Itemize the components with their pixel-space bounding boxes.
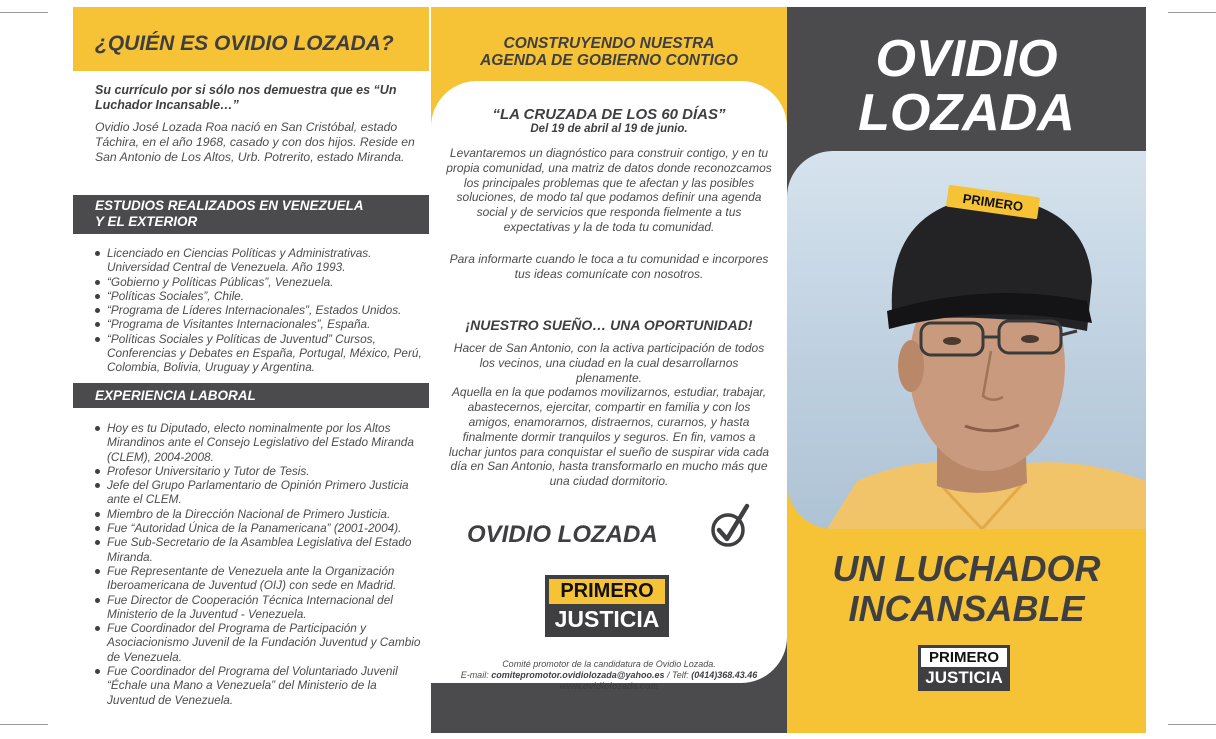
list-item: “Políticas Sociales y Políticas de Juventud” Cursos, Conferencias y Debates en España, Portugal, México, Perú, Colombia, Bolivia, Uruguay y Argentina. — [93, 332, 423, 375]
slogan-line: UN LUCHADOR — [832, 548, 1101, 589]
footer-contact — [445, 670, 773, 680]
list-item: Fue Coordinador del Programa de Participación y Asociacionismo Juvenil de la Fundación Juventud y Cambio de Venezuela. — [93, 621, 423, 664]
cover-title — [787, 32, 1146, 140]
primero-justicia-logo — [545, 575, 669, 637]
list-item: Jefe del Grupo Parlamentario de Opinión Primero Justicia ante el CLEM. — [93, 478, 423, 507]
cover-panel — [787, 7, 1146, 733]
crop-mark — [1168, 724, 1216, 725]
contact-invitation: Para informarte cuando le toca a tu comunidad e incorpores tus ideas comunícate con nosotros. — [449, 252, 769, 281]
studies-heading — [73, 195, 429, 234]
list-item: Fue Coordinador del Programa del Voluntariado Juvenil “Échale una Mano a Venezuela” del Ministerio de la Juventud de Venezuela. — [93, 664, 423, 707]
logo-bottom-text: JUSTICIA — [554, 606, 660, 632]
logo-top-text: PRIMERO — [549, 579, 665, 604]
dream-text — [445, 341, 773, 489]
intro-text: Ovidio José Lozada Roa nació en San Cristóbal, estado Táchira, en el año 1968, casado y con dos hijos. Reside en San Antonio de Los Altos, Urb. Potrerito, estado Miranda. — [95, 120, 415, 164]
email-label: E-mail: — [460, 670, 489, 680]
list-item: Fue “Autoridad Única de la Panamericana” (2001-2004). — [93, 521, 423, 535]
signature-name: OVIDIO LOZADA — [467, 521, 658, 548]
crop-mark — [0, 12, 48, 13]
logo-bottom-text: JUSTICIA — [925, 668, 1003, 687]
biography-header — [73, 7, 429, 71]
dream-paragraph: Aquella en la que podamos movilizarnos, estudiar, trabajar, abastecernos, ejercitar, compartir en familia y con los amigos, enamorarnos, distraernos, curarnos, y hasta finalmente dormir tranquilos y seguros. En fin, vamos a luchar juntos para conquistar el sueño de suspirar vida cada día en San Antonio, hasta transformarlo en mucho más que una ciudad dormitorio. — [448, 385, 770, 489]
slogan-line: INCANSABLE — [848, 588, 1085, 629]
candidate-photo — [787, 151, 1146, 529]
phone-number: (0414)368.43.46 — [691, 670, 758, 680]
phone-label: / Telf: — [667, 670, 689, 680]
intro-lead: Su currículo por si sólo nos demuestra que es “Un Luchador Incansable…” — [95, 83, 397, 112]
experience-heading: EXPERIENCIA LABORAL — [73, 383, 429, 408]
dream-paragraph: Hacer de San Antonio, con la activa participación de todos los vecinos, una ciudad en la cual desarrollarnos plenamente. — [453, 341, 765, 385]
crusade-text: Levantaremos un diagnóstico para construir contigo, y en tu propia comunidad, una matriz de datos donde reconozcamos los principales problemas que te afectan y las posibles soluciones, de modo tal que podamos definir una agenda social y de servicios que responda fielmente a tus expectativas y la de toda tu comunidad. — [446, 146, 772, 234]
cap-label: PRIMERO — [961, 190, 1025, 215]
primero-justicia-logo — [918, 645, 1010, 691]
list-item: Fue Sub-Secretario de la Asamblea Legislativa del Estado Miranda. — [93, 535, 423, 564]
agenda-heading-line: AGENDA DE GOBIERNO CONTIGO — [480, 52, 738, 69]
portrait-illustration — [787, 151, 1146, 529]
experience-list — [93, 421, 423, 707]
cover-title-line: OVIDIO — [875, 30, 1058, 88]
biography-title: ¿QUIÉN ES OVIDIO LOZADA? — [95, 32, 394, 55]
agenda-heading — [431, 35, 787, 69]
list-item: “Programa de Visitantes Internacionales”, España. — [93, 317, 423, 331]
website-link[interactable]: www.ovidiolozada.com — [559, 681, 659, 691]
cover-title-line: LOZADA — [858, 84, 1075, 142]
list-item: Fue Director de Cooperación Técnica Internacional del Ministerio de la Juventud - Venezuela. — [93, 593, 423, 622]
footer-committee: Comité promotor de la candidatura de Ovidio Lozada. — [502, 659, 716, 669]
cover-slogan — [787, 549, 1146, 629]
crop-mark — [1168, 12, 1216, 13]
studies-heading-line: Y EL EXTERIOR — [95, 214, 198, 229]
studies-heading-line: ESTUDIOS REALIZADOS EN VENEZUELA — [95, 198, 364, 213]
list-item: Hoy es tu Diputado, electo nominalmente por los Altos Mirandinos ante el Consejo Legislativo del Estado Miranda (CLEM), 2004-2008. — [93, 421, 423, 464]
list-item: Licenciado en Ciencias Políticas y Administrativas. Universidad Central de Venezuela. Año 1993. — [93, 246, 423, 275]
email-link[interactable]: comitepromotor.ovidiolozada@yahoo.es — [491, 670, 665, 680]
list-item: “Programa de Líderes Internacionales”, Estados Unidos. — [93, 303, 423, 317]
crop-mark — [0, 724, 48, 725]
agenda-heading-line: CONSTRUYENDO NUESTRA — [503, 35, 715, 52]
list-item: Profesor Universitario y Tutor de Tesis. — [93, 464, 423, 478]
list-item: Fue Representante de Venezuela ante la Organización Iberoamericana de Juventud (OIJ) con sede en Madrid. — [93, 564, 423, 593]
biography-panel — [73, 7, 429, 733]
agenda-panel — [431, 7, 787, 733]
crusade-date: Del 19 de abril al 19 de junio. — [530, 123, 688, 135]
list-item: “Políticas Sociales”, Chile. — [93, 289, 423, 303]
list-item: “Gobierno y Políticas Públicas”, Venezuela. — [93, 275, 423, 289]
logo-top-text: PRIMERO — [921, 648, 1007, 667]
crusade-title: “LA CRUZADA DE LOS 60 DÍAS” — [492, 106, 726, 123]
checkmark-icon — [710, 502, 750, 548]
studies-list — [93, 246, 423, 375]
dream-title: ¡NUESTRO SUEÑO… UNA OPORTUNIDAD! — [465, 317, 753, 333]
list-item: Miembro de la Dirección Nacional de Primero Justicia. — [93, 507, 423, 521]
